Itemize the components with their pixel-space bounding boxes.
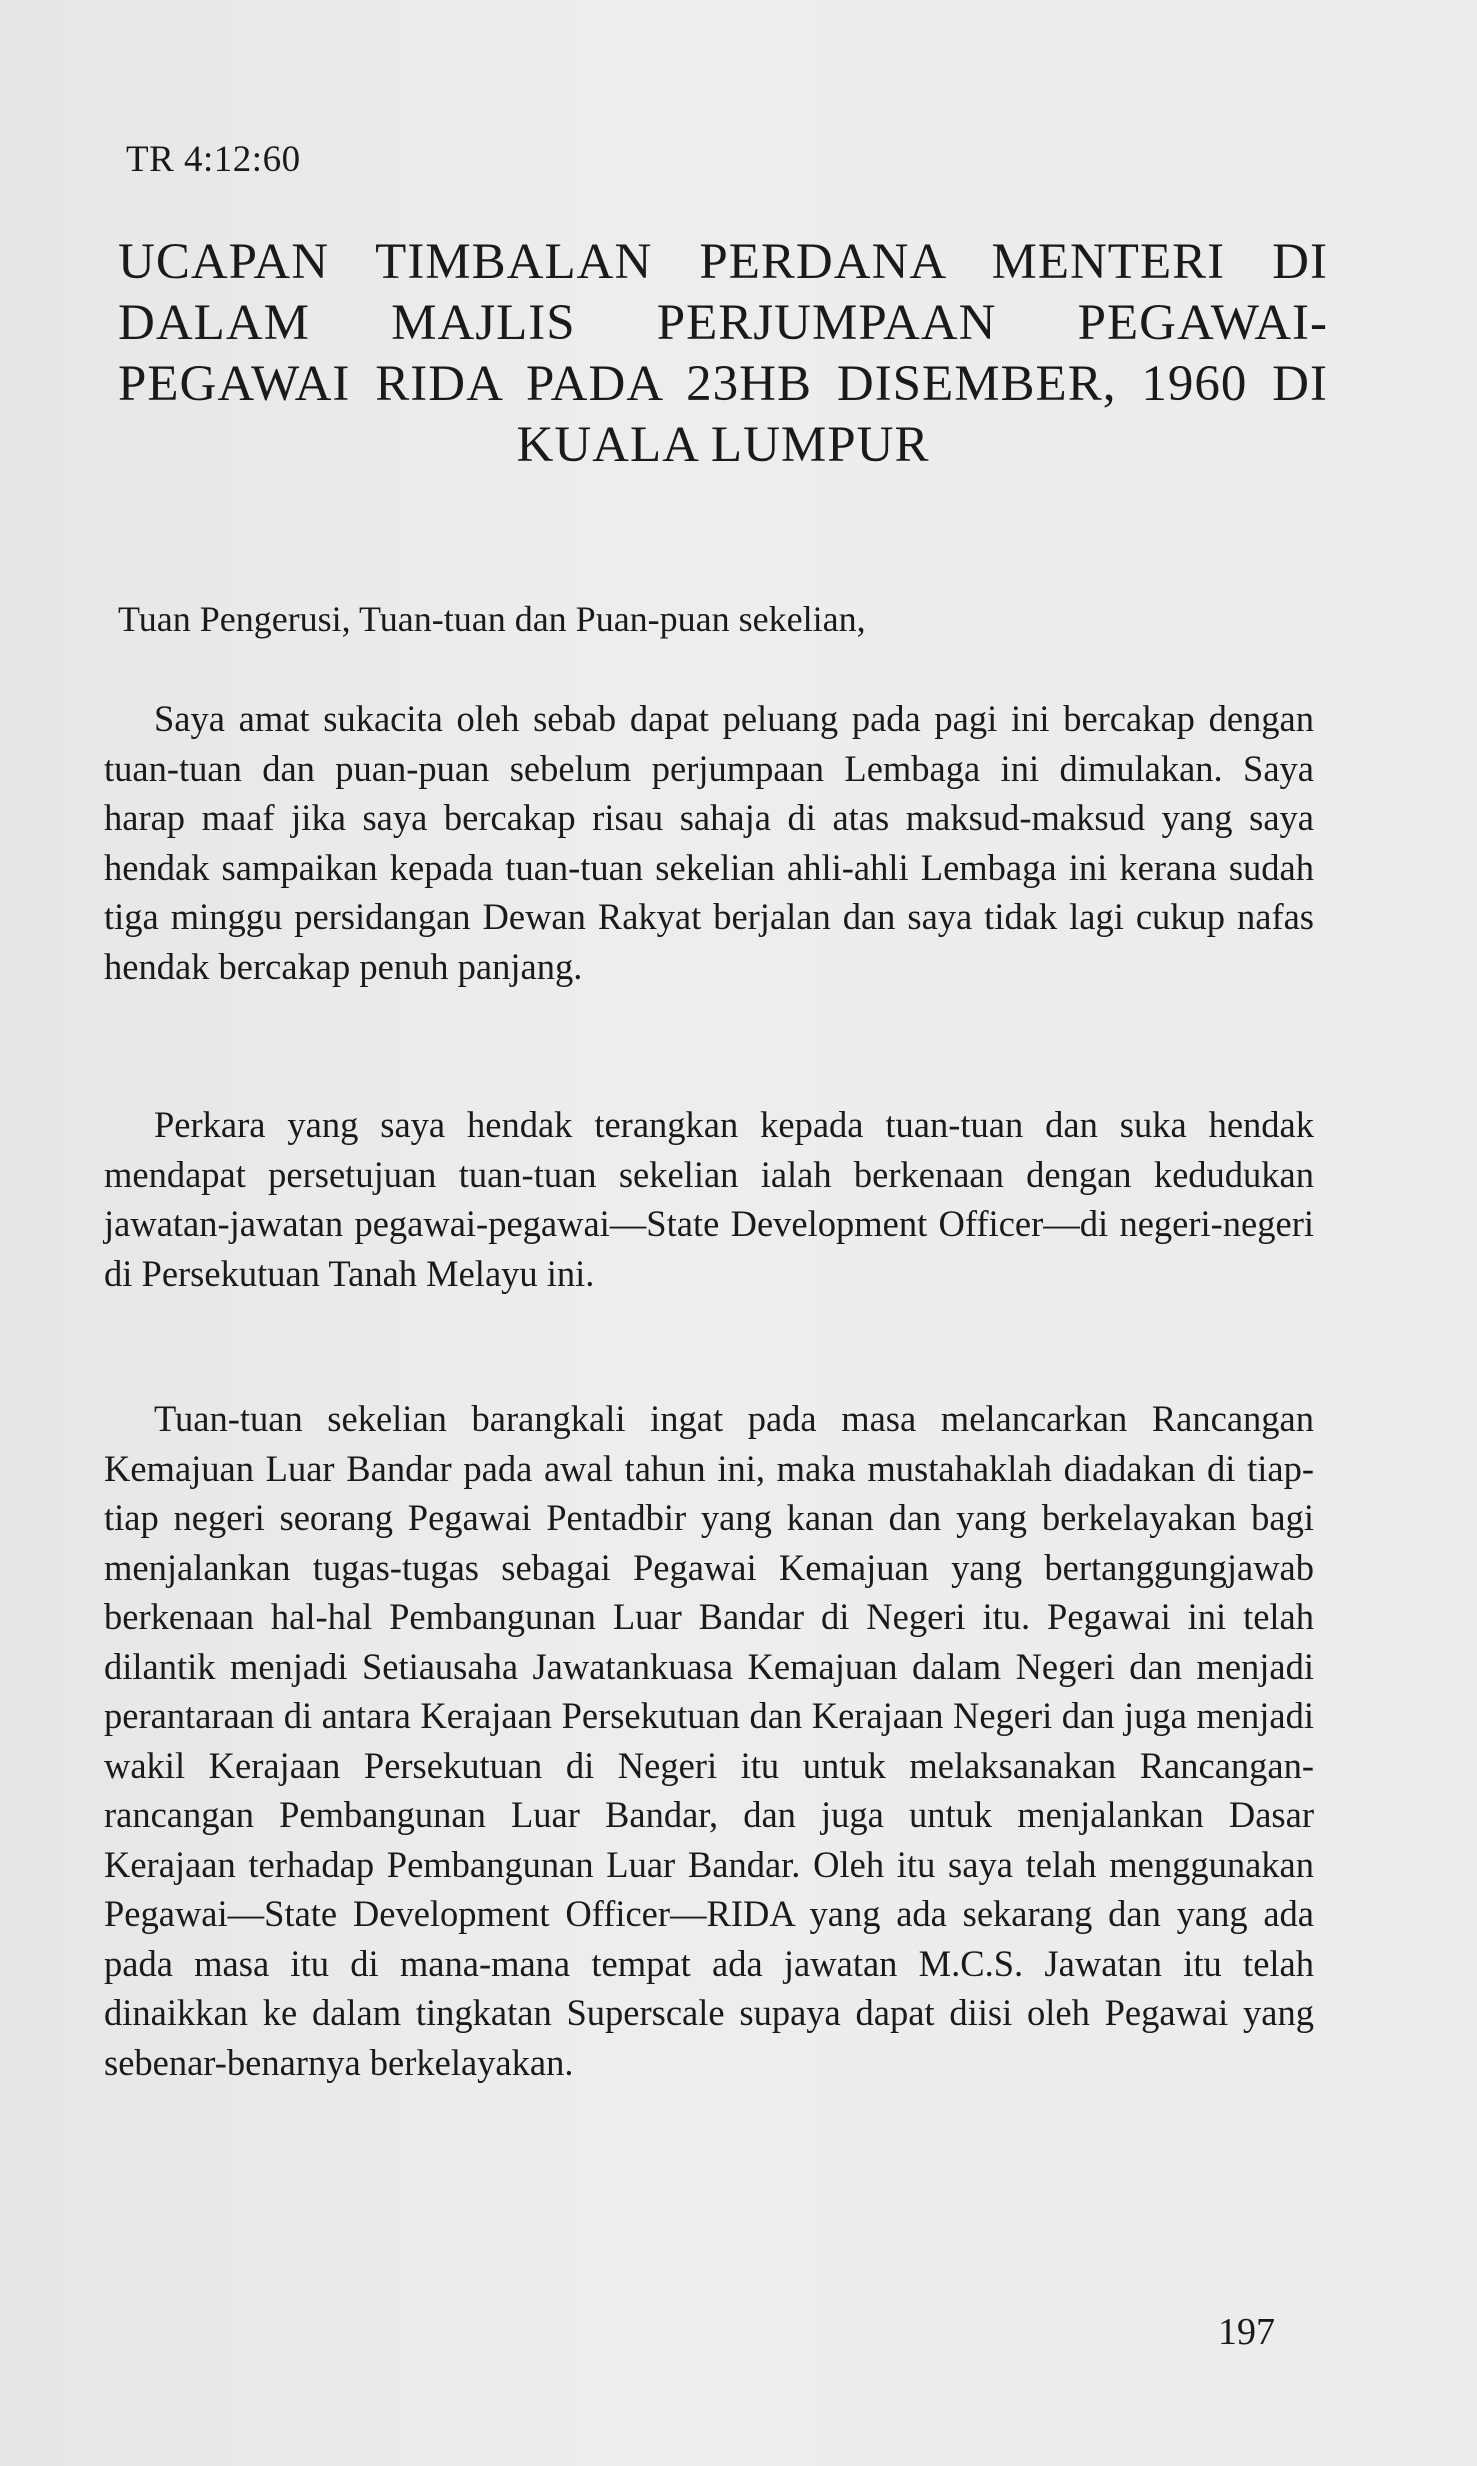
salutation: Tuan Pengerusi, Tuan-tuan dan Puan-puan sekelian, <box>118 599 866 639</box>
reference-code: TR 4:12:60 <box>126 139 301 180</box>
paragraph-1: Saya amat sukacita oleh sebab dapat peluang pada pagi ini bercakap dengan tuan-tuan dan puan-puan sebelum perjumpaan Lembaga ini dimulakan. Saya harap maaf jika saya bercakap risau sahaja di atas maksud-maksud yang saya hendak sampaikan kepada tuan-tuan sekelian ahli-ahli Lembaga ini kerana sudah tiga minggu persidangan Dewan Rakyat berjalan dan saya tidak lagi cukup nafas hendak bercakap penuh panjang. <box>104 698 1314 987</box>
speech-title: UCAPAN TIMBALAN PERDANA MENTERI DI DALAM MAJLIS PERJUMPAAN PEGAWAI-PEGAWAI RIDA PADA 23HB DISEMBER, 1960 DI KUALA LUMPUR <box>118 234 1328 473</box>
page-number: 197 <box>1218 2311 1275 2353</box>
paragraph-3: Tuan-tuan sekelian barangkali ingat pada masa melancarkan Rancangan Kemajuan Luar Bandar pada awal tahun ini, maka mustahaklah diadakan di tiap-tiap negeri seorang Pegawai Pentadbir yang kanan dan yang berkelayakan bagi menjalankan tugas-tugas sebagai Pegawai Kemajuan yang bertanggungjawab berkenaan hal-hal Pembangunan Luar Bandar di Negeri itu. Pegawai ini telah dilantik menjadi Setiausaha Jawatankuasa Kemajuan dalam Negeri dan menjadi perantaraan di antara Kerajaan Persekutuan dan Kerajaan Negeri dan juga menjadi wakil Kerajaan Persekutuan di Negeri itu untuk melaksanakan Rancangan-rancangan Pembangunan Luar Bandar, dan juga untuk menjalankan Dasar Kerajaan terhadap Pembangunan Luar Bandar. Oleh itu saya telah menggunakan Pegawai—State Development Officer—RIDA yang ada sekarang dan yang ada pada masa itu di mana-mana tempat ada jawatan M.C.S. Jawatan itu telah dinaikkan ke dalam tingkatan Superscale supaya dapat diisi oleh Pegawai yang sebenar-benarnya berkelayakan. <box>104 1398 1314 2083</box>
paragraph-2: Perkara yang saya hendak terangkan kepada tuan-tuan dan suka hendak mendapat persetujuan tuan-tuan sekelian ialah berkenaan dengan kedudukan jawatan-jawatan pegawai-pegawai—State Development Officer—di negeri-negeri di Persekutuan Tanah Melayu ini. <box>104 1104 1314 1294</box>
